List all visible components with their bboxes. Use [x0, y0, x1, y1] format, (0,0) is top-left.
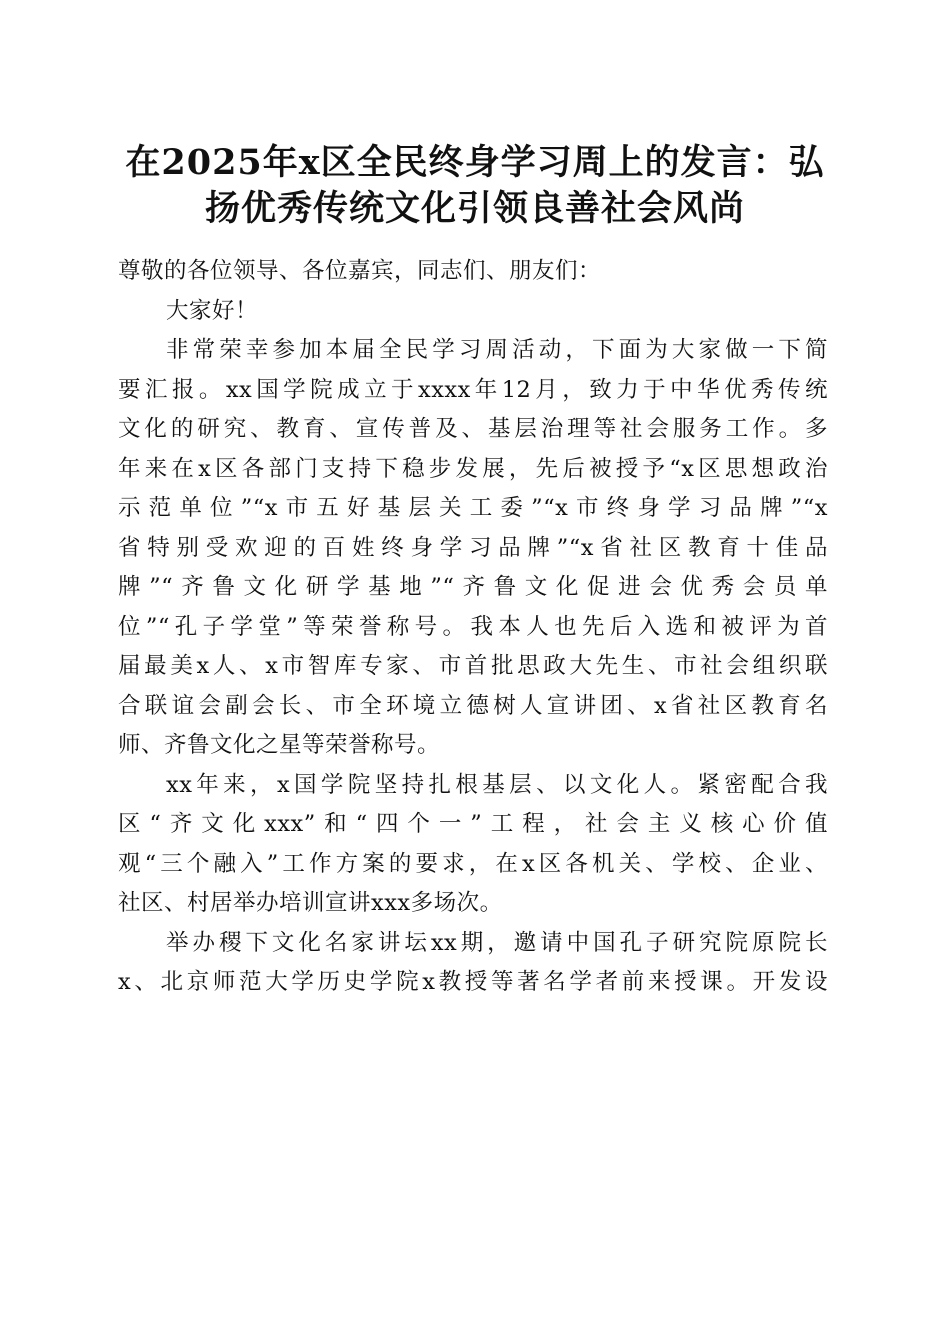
paragraph-line: x、北京师范大学历史学院x教授等著名学者前来授课。开发设	[118, 969, 828, 995]
paragraph-line: 观“三个融入”工作方案的要求，在x区各机关、学校、企业、	[118, 850, 828, 877]
paragraph-line: 非常荣幸参加本届全民学习周活动，下面为大家做一下简	[166, 337, 828, 363]
paragraph-line: 示范单位”“x市五好基层关工委”“x市终身学习品牌”“x	[118, 495, 828, 521]
greeting-text: 大家好！	[166, 297, 259, 324]
paragraph-line: xx年来，x国学院坚持扎根基层、以文化人。紧密配合我	[166, 771, 828, 798]
paragraph-line: 位”“孔子学堂”等荣誉称号。我本人也先后入选和被评为首	[118, 613, 828, 640]
salutation	[118, 252, 828, 292]
title-line: 在2025年x区全民终身学习周上的发言：弘	[125, 142, 825, 183]
paragraph-2	[118, 766, 828, 924]
salutation-text: 尊敬的各位领导、各位嘉宾，同志们、朋友们：	[118, 258, 602, 284]
paragraph-line: 区“齐文化xxx”和“四个一”工程，社会主义核心价值	[118, 811, 828, 837]
paragraph-3	[118, 924, 828, 1003]
paragraph-line: 省特别受欢迎的百姓终身学习品牌”“x省社区教育十佳品	[118, 534, 828, 561]
paragraph-line: 牌”“齐鲁文化研学基地”“齐鲁文化促进会优秀会员单	[118, 574, 828, 600]
paragraph-1	[118, 331, 828, 766]
paragraph-line: 举办稷下文化名家讲坛xx期，邀请中国孔子研究院原院长	[166, 929, 828, 956]
paragraph-line: 要汇报。xx国学院成立于xxxx年12月，致力于中华优秀传统	[118, 376, 828, 403]
document-body	[118, 252, 828, 1003]
title-line: 扬优秀传统文化引领良善社会风尚	[204, 188, 745, 229]
paragraph-line: 师、齐鲁文化之星等荣誉称号。	[118, 732, 441, 758]
paragraph-line: 年来在x区各部门支持下稳步发展，先后被授予“x区思想政治	[118, 455, 828, 482]
paragraph-line: 社区、村居举办培训宣讲xxx多场次。	[118, 890, 503, 916]
greeting	[118, 292, 828, 332]
paragraph-line: 文化的研究、教育、宣传普及、基层治理等社会服务工作。多	[118, 416, 828, 442]
paragraph-line: 届最美x人、x市智库专家、市首批思政大先生、市社会组织联	[118, 653, 828, 679]
document-title	[110, 140, 840, 232]
paragraph-line: 合联谊会副会长、市全环境立德树人宣讲团、x省社区教育名	[118, 692, 828, 719]
